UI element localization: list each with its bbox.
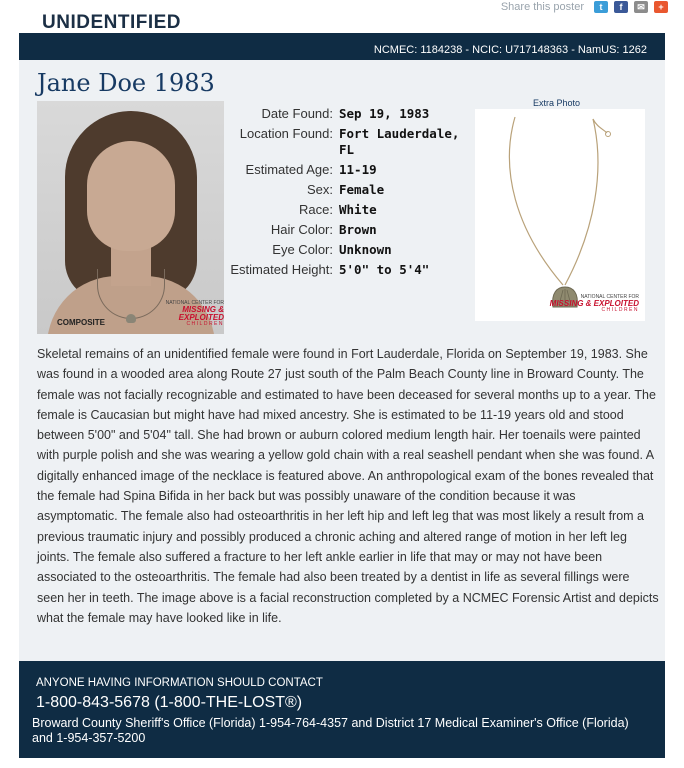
detail-row: Estimated Height: 5'0" to 5'4" (230, 262, 430, 277)
poster (19, 33, 665, 760)
ncmec-logo: NATIONAL CENTER FOR MISSING & EXPLOITED CHILDREN (165, 300, 224, 327)
detail-row: Estimated Age: 11-19 (245, 162, 377, 177)
composite-caption: COMPOSITE (57, 318, 106, 327)
contact-office: Broward County Sheriff's Office (Florida) 1-954-764-4357 and District 17 Medical Examiner's Office (Florida) and 1-954-357-5200 (32, 716, 629, 745)
detail-row: Date Found: Sep 19, 1983 (261, 106, 430, 121)
page-title: UNIDENTIFIED (42, 12, 181, 33)
twitter-icon[interactable]: t (594, 1, 608, 13)
contact-phone[interactable]: 1-800-843-5678 (1-800-THE-LOST®) (36, 694, 303, 711)
case-name: Jane Doe 1983 (37, 69, 215, 97)
necklace-pendant (126, 314, 136, 323)
facebook-icon[interactable]: f (614, 1, 628, 13)
contact-heading: ANYONE HAVING INFORMATION SHOULD CONTACT (36, 677, 323, 689)
extra-photo-label: Extra Photo (533, 98, 581, 108)
contact-panel (19, 661, 665, 758)
composite-photo (37, 101, 224, 334)
detail-row: Hair Color: Brown (270, 222, 377, 237)
face-shape (87, 141, 175, 251)
email-icon[interactable]: ✉ (634, 1, 648, 13)
poster-main (19, 60, 665, 661)
details-list (219, 106, 479, 282)
case-description: Skeletal remains of an unidentified female were found in Fort Lauderdale, Florida on September 19, 1983. She was found in a wooded area along Route 27 just south of the Palm Beach County line in Broward County. The female was not facially recognizable and estimated to have been deceased for several months up to a year. The female is Caucasian but might have had mixed ancestry. She is estimated to be 11-19 years old and stood between 5'00" and 5'04" tall. She had brown or auburn colored medium length hair. Her toenails were painted with purple polish and she was wearing a yellow gold chain with a real seashell pendant when she was found. A digitally enhanced image of the necklace is featured above. An anthropological exam of the bones revealed that the female had Spina Bifida in her back but was possibly unaware of the condition because it was asymptomatic. The female also had osteoarthritis in her left hip and left leg that was most likely a result from a previous traumatic injury and possibly produced a chronic aching and altered range of motion in her left leg joints. The female also suffered a fracture to her left ankle earlier in life that may or may not have been associated to the osteoarthritis. The female had also been treated by a dentist in life as several fillings were seen her in teeth. The image above is a facial reconstruction completed by a NCMEC Forensic Artist and depicts what the female may have looked like in life. (37, 347, 659, 625)
necklace-icon (475, 109, 645, 321)
extra-photo (475, 109, 645, 321)
plus-icon[interactable]: + (654, 1, 668, 13)
share-bar (501, 0, 668, 14)
detail-row: Eye Color: Unknown (272, 242, 392, 257)
detail-row: Sex: Female (306, 182, 385, 197)
detail-row: Race: White (299, 202, 377, 217)
detail-row: Location Found: Fort Lauderdale, FL (239, 126, 460, 157)
ncmec-logo-extra: NATIONAL CENTER FOR MISSING & EXPLOITED CHILDREN (549, 294, 639, 313)
share-label: Share this poster (500, 1, 584, 13)
case-id-bar: NCMEC: 1184238 - NCIC: U717148363 - NamUS: 1262 (19, 33, 665, 60)
